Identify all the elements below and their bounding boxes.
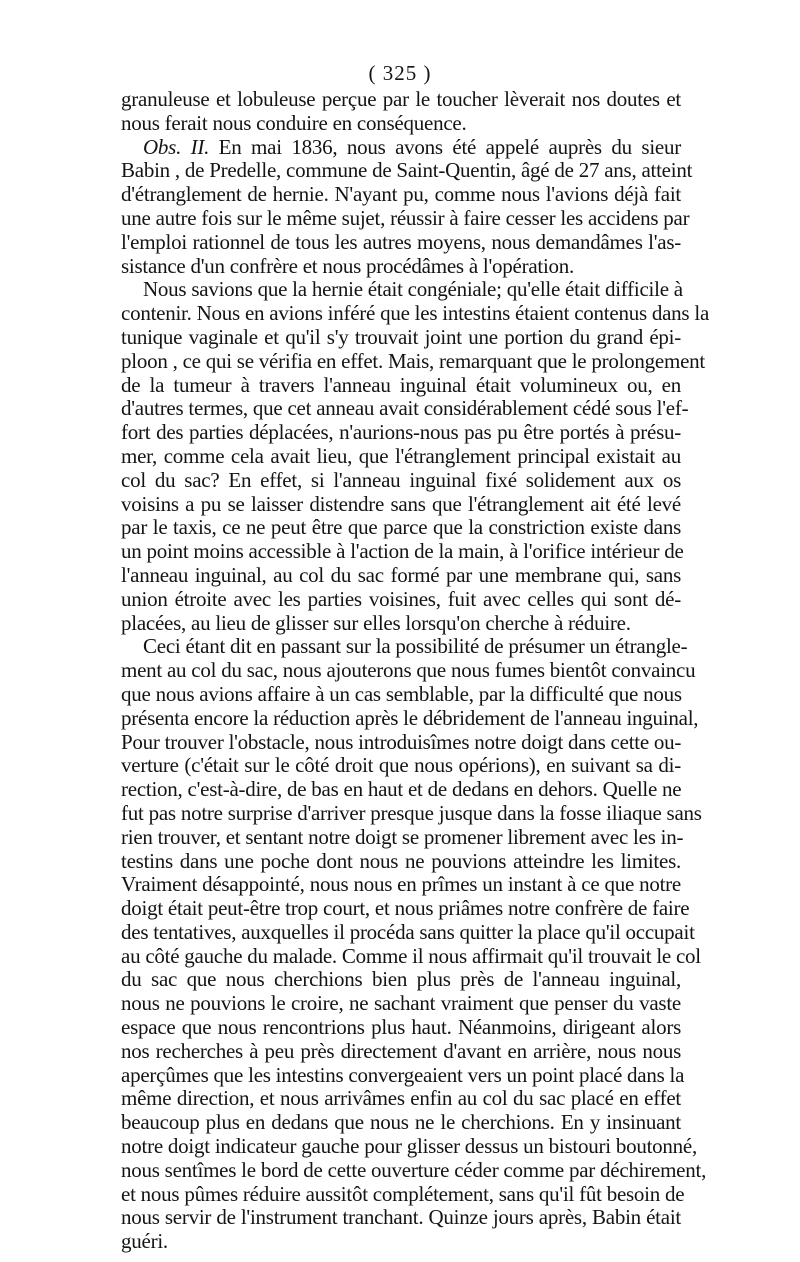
text-line: union étroite avec les parties voisines, fuit avec celles qui sont dé- xyxy=(121,586,681,611)
text-line: granuleuse et lobuleuse perçue par le toucher lèverait nos doutes et xyxy=(121,87,681,111)
text-line: Obs. II. En mai 1836, nous avons été appelé auprès du sieur xyxy=(143,134,681,159)
text-line: et nous pûmes réduire aussitôt complétement, sans qu'il fût besoin de xyxy=(121,1181,685,1206)
text-line: testins dans une poche dont nous ne pouvions atteindre les limites. xyxy=(121,848,681,873)
text-line: nous servir de l'instrument tranchant. Quinze jours après, Babin était xyxy=(121,1205,681,1230)
text-line: des tentatives, auxquelles il procéda sans quitter la place qu'il occupait xyxy=(121,919,695,944)
text-line: rection, c'est-à-dire, de bas en haut et de dedans en dehors. Quelle ne xyxy=(121,777,682,802)
text-line: verture (c'était sur le côté droit que nous opérions), en suivant sa di- xyxy=(121,753,681,778)
text-line: Babin , de Predelle, commune de Saint-Quentin, âgé de 27 ans, atteint xyxy=(121,158,693,183)
text-line: aperçûmes que les intestins convergeaient vers un point placé dans la xyxy=(121,1062,685,1087)
text-line: contenir. Nous en avions inféré que les intestins étaient contenus dans la xyxy=(121,301,710,326)
text-line: espace que nous rencontrions plus haut. Néanmoins, dirigeant alors xyxy=(121,1015,681,1040)
text-line: que nous avions affaire à un cas semblable, par la difficulté que nous xyxy=(121,681,682,706)
text-line: ment au col du sac, nous ajouterons que nous fumes bientôt convaincu xyxy=(121,658,696,683)
text-line: guéri. xyxy=(121,1229,168,1254)
text-line: mer, comme cela avait lieu, que l'étranglement principal existait au xyxy=(121,443,681,468)
text-line: ploon , ce qui se vérifia en effet. Mais, remarquant que le prolongement xyxy=(121,348,705,373)
text-line: de la tumeur à travers l'anneau inguinal était volumineux ou, en xyxy=(121,372,681,397)
text-line: nous ne pouvions le croire, ne sachant vraiment que penser du vaste xyxy=(121,991,681,1016)
text-line: nous sentîmes le bord de cette ouverture céder comme par déchirement, xyxy=(121,1157,707,1182)
text-line: tunique vaginale et qu'il s'y trouvait joint une portion du grand épi- xyxy=(121,324,681,349)
text-line: un point moins accessible à l'action de la main, à l'orifice intérieur de xyxy=(121,539,684,564)
text-line: au côté gauche du malade. Comme il nous affirmait qu'il trouvait le col xyxy=(121,943,701,968)
text-line: beaucoup plus en dedans que nous ne le cherchions. En y insinuant xyxy=(121,1110,681,1135)
text-line: une autre fois sur le même sujet, réussir à faire cesser les accidens par xyxy=(121,205,690,230)
text-line: d'étranglement de hernie. N'ayant pu, comme nous l'avions déjà fait xyxy=(121,182,681,207)
text-line: notre doigt indicateur gauche pour glisser dessus un bistouri boutonné, xyxy=(121,1134,697,1159)
body-text xyxy=(121,87,710,1254)
text-line: du sac que nous cherchions bien plus près de l'anneau inguinal, xyxy=(121,967,681,992)
text-line: d'autres termes, que cet anneau avait considérablement cédé sous l'ef- xyxy=(121,396,689,421)
text-line: l'emploi rationnel de tous les autres moyens, nous demandâmes l'as- xyxy=(121,229,681,254)
text-line: l'anneau inguinal, au col du sac formé par une membrane qui, sans xyxy=(121,562,681,587)
observation-heading: Obs. II. xyxy=(143,134,210,159)
text-line: fort des parties déplacées, n'aurions-nous pas pu être portés à présu- xyxy=(121,420,681,445)
text-line: col du sac? En effet, si l'anneau inguinal fixé solidement aux os xyxy=(121,467,681,492)
text-line: Ceci étant dit en passant sur la possibilité de présumer un étrangle- xyxy=(143,634,688,659)
text-line: sistance d'un confrère et nous procédâmes à l'opération. xyxy=(121,253,575,278)
text-line: nous ferait nous conduire en conséquence. xyxy=(121,110,467,135)
text-line: Pour trouver l'obstacle, nous introduisîmes notre doigt dans cette ou- xyxy=(121,729,682,754)
text-line: Vraiment désappointé, nous nous en prîmes un instant à ce que notre xyxy=(121,872,681,897)
text-line: présenta encore la réduction après le débridement de l'anneau inguinal, xyxy=(121,705,699,730)
text-line: nos recherches à peu près directement d'avant en arrière, nous nous xyxy=(121,1038,681,1063)
text-line: fut pas notre surprise d'arriver presque jusque dans la fosse iliaque sans xyxy=(121,800,702,825)
text-line: même direction, et nous arrivâmes enfin au col du sac placé en effet xyxy=(121,1086,681,1111)
text-line: rien trouver, et sentant notre doigt se promener librement avec les in- xyxy=(121,824,684,849)
page-number: ( 325 ) xyxy=(368,61,432,85)
text-line: doigt était peut-être trop court, et nous priâmes notre confrère de faire xyxy=(121,896,690,921)
text-line: placées, au lieu de glisser sur elles lorsqu'on cherche à réduire. xyxy=(121,610,631,635)
text-line: voisins a pu se laisser distendre sans que l'étranglement ait été levé xyxy=(121,491,681,516)
text-line: par le taxis, ce ne peut être que parce que la constriction existe dans xyxy=(121,515,681,540)
text-line: Nous savions que la hernie était congéniale; qu'elle était difficile à xyxy=(143,277,683,302)
